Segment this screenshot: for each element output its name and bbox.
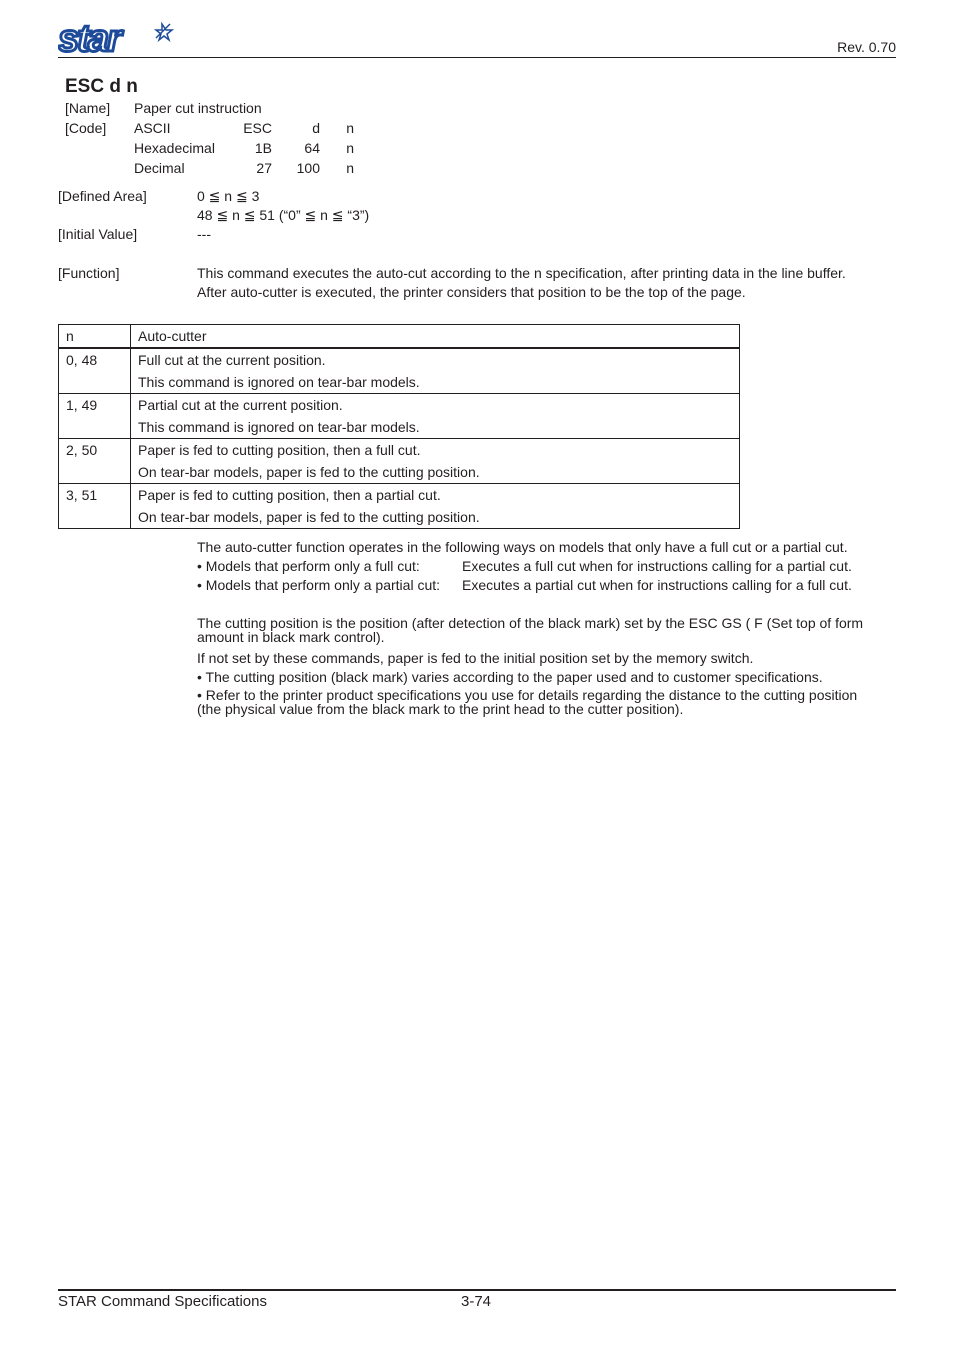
- initial-value: ---: [197, 226, 211, 242]
- footer-rule: [58, 1289, 896, 1291]
- table-cell-desc: [131, 394, 740, 439]
- table-row: [59, 348, 740, 394]
- defined-area-label: [Defined Area]: [58, 188, 147, 204]
- note-line: (the physical value from the black mark to the print head to the cutter position).: [197, 701, 684, 717]
- footer-doc-title: STAR Command Specifications: [58, 1293, 267, 1310]
- note-line: • Refer to the printer product specifications you use for details regarding the distance to the cutting position: [197, 687, 858, 703]
- code-type-hex: Hexadecimal: [134, 140, 215, 156]
- code-ascii-c2: d: [312, 120, 320, 136]
- function-line: This command executes the auto-cut according to the n specification, after printing data in the line buffer.: [197, 265, 846, 281]
- table-row: [59, 484, 740, 529]
- bullet-partial-cut-label: • Models that perform only a partial cut:: [197, 577, 441, 593]
- name-label: [Name]: [65, 100, 111, 116]
- table-cell-n: 0, 48: [59, 348, 131, 394]
- code-ascii-c3: n: [346, 120, 354, 136]
- revision-label: Rev. 0.70: [837, 39, 896, 55]
- table-cell-desc: [131, 439, 740, 484]
- bullet-full-cut-text: Executes a full cut when for instructions calling for a partial cut.: [462, 558, 852, 574]
- cutting-note-3: • The cutting position (black mark) varies according to the paper used and to customer specifications.: [197, 669, 823, 685]
- star-logo: [58, 18, 178, 61]
- table-header-auto-cutter: Auto-cutter: [131, 325, 740, 349]
- code-dec-c2: 100: [296, 160, 320, 176]
- code-label: [Code]: [65, 120, 107, 136]
- code-type-ascii: ASCII: [134, 120, 171, 136]
- table-row: [59, 439, 740, 484]
- desc-line: On tear-bar models, paper is fed to the cutting position.: [138, 509, 480, 525]
- code-type-dec: Decimal: [134, 160, 185, 176]
- desc-line: Full cut at the current position.: [138, 352, 326, 368]
- code-dec-c1: 27: [256, 160, 272, 176]
- header-rule: [58, 57, 896, 58]
- notes-intro: The auto-cutter function operates in the following ways on models that only have a full cut or a partial cut.: [197, 539, 848, 555]
- code-hex-c3: n: [346, 140, 354, 156]
- code-hex-c1: 1B: [254, 140, 272, 156]
- cutting-note-4: [197, 688, 857, 716]
- table-cell-desc: [131, 348, 740, 394]
- desc-line: This command is ignored on tear-bar models.: [138, 374, 420, 390]
- defined-area-line: 0 ≦ n ≦ 3: [197, 188, 260, 204]
- cutting-note-1: [197, 616, 863, 644]
- defined-area-line: 48 ≦ n ≦ 51 (“0” ≦ n ≦ “3”): [197, 207, 370, 223]
- note-line: amount in black mark control).: [197, 629, 385, 645]
- name-value: Paper cut instruction: [134, 100, 262, 116]
- table-row: [59, 394, 740, 439]
- desc-line: Paper is fed to cutting position, then a full cut.: [138, 442, 421, 458]
- desc-line: This command is ignored on tear-bar models.: [138, 419, 420, 435]
- function-label: [Function]: [58, 265, 120, 281]
- cutting-note-2: If not set by these commands, paper is fed to the initial position set by the memory switch.: [197, 650, 754, 666]
- desc-line: On tear-bar models, paper is fed to the cutting position.: [138, 464, 480, 480]
- auto-cutter-table: [58, 324, 740, 529]
- note-line: The cutting position is the position (after detection of the black mark) set by the ESC GS ( F (Set top of form: [197, 615, 864, 631]
- function-line: After auto-cutter is executed, the printer considers that position to be the top of the page.: [197, 284, 746, 300]
- table-cell-n: 3, 51: [59, 484, 131, 529]
- code-hex-c2: 64: [304, 140, 320, 156]
- code-ascii-c1: ESC: [243, 120, 272, 136]
- footer-page-number: 3-74: [461, 1293, 492, 1310]
- table-cell-desc: [131, 484, 740, 529]
- command-title: ESC d n: [65, 76, 138, 97]
- desc-line: Partial cut at the current position.: [138, 397, 343, 413]
- table-cell-n: 1, 49: [59, 394, 131, 439]
- table-cell-n: 2, 50: [59, 439, 131, 484]
- bullet-full-cut-label: • Models that perform only a full cut:: [197, 558, 420, 574]
- code-dec-c3: n: [346, 160, 354, 176]
- desc-line: Paper is fed to cutting position, then a partial cut.: [138, 487, 441, 503]
- table-header-n: n: [59, 325, 131, 349]
- svg-text:star: star: [58, 18, 120, 56]
- initial-value-label: [Initial Value]: [58, 226, 138, 242]
- table-header-row: [59, 325, 740, 349]
- bullet-partial-cut-text: Executes a partial cut when for instructions calling for a full cut.: [462, 577, 852, 593]
